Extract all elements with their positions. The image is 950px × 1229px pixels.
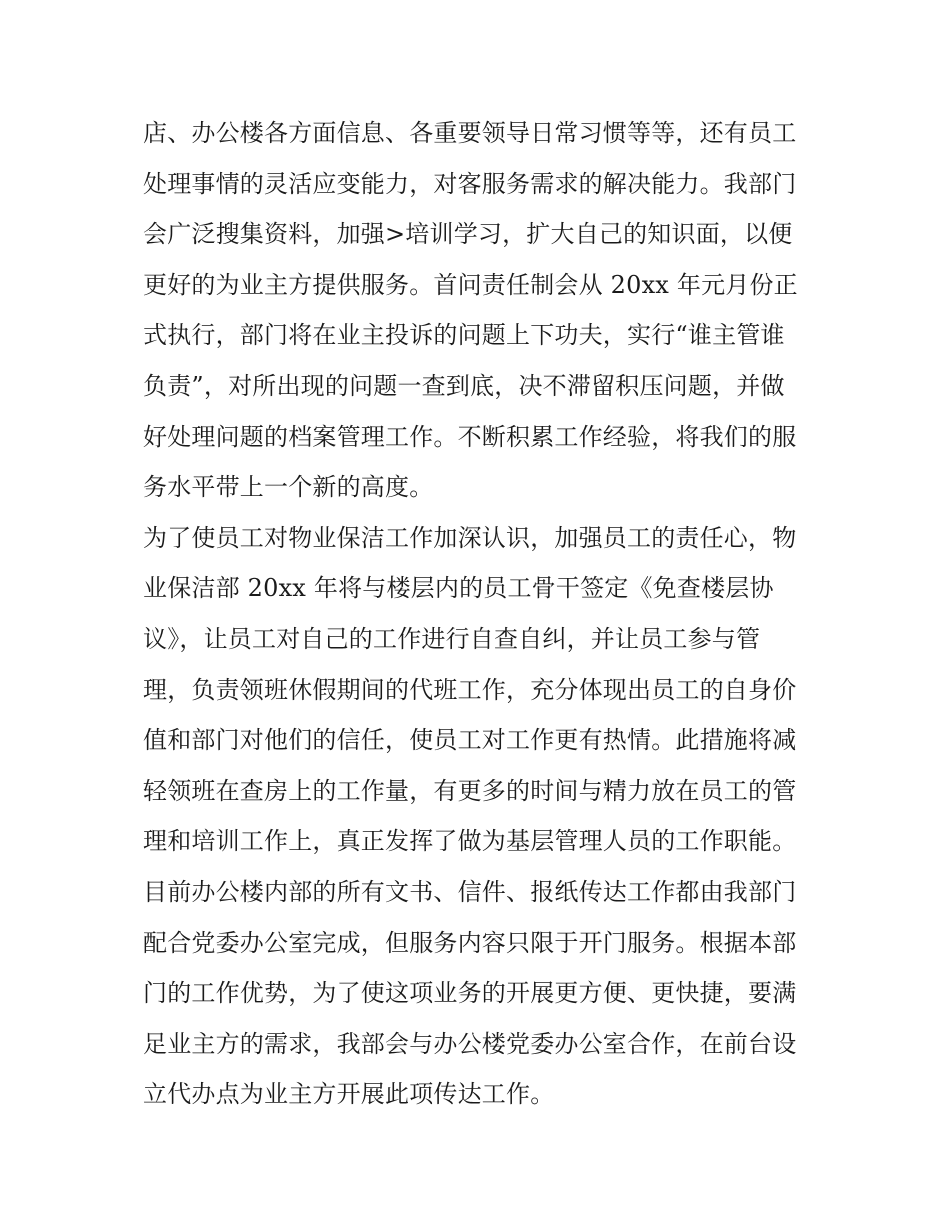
- text-line: 负责”，对所出现的问题一查到底，决不滞留积压问题，并做: [143, 371, 785, 400]
- text-line: 好处理问题的档案管理工作。不断积累工作经验，将我们的服: [143, 422, 797, 451]
- text-line: 处理事情的灵活应变能力，对客服务需求的解决能力。我部门: [143, 169, 797, 198]
- text-line: 理和培训工作上，真正发挥了做为基层管理人员的工作职能。: [143, 827, 797, 856]
- text-line: 理，负责领班休假期间的代班工作，充分体现出员工的自身价: [143, 675, 797, 704]
- text-line: 式执行，部门将在业主投诉的问题上下功夫，实行“谁主管谁: [143, 321, 785, 350]
- text-line: 店、办公楼各方面信息、各重要领导日常习惯等等，还有员工: [143, 119, 797, 147]
- text-line: 更好的为业主方提供服务。首问责任制会从 20xx 年元月份正: [143, 270, 798, 299]
- text-line: 门的工作优势，为了使这项业务的开展更方便、更快捷，要满: [143, 979, 797, 1008]
- text-line: 议》，让员工对自己的工作进行自查自纠，并让员工参与管: [143, 624, 761, 653]
- text-line: 立代办点为业主方开展此项传达工作。: [143, 1080, 555, 1109]
- text-line: 业保洁部 20xx 年将与楼层内的员工骨干签定《免查楼层协: [143, 574, 774, 603]
- document-body: [143, 108, 823, 1120]
- text-line: 务水平带上一个新的高度。: [143, 473, 434, 502]
- text-line: 会广泛搜集资料，加强>培训学习，扩大自己的知识面，以便: [143, 220, 793, 249]
- text-line: 目前办公楼内部的所有文书、信件、报纸传达工作都由我部门: [143, 877, 797, 906]
- text-line: 为了使员工对物业保洁工作加深认识，加强员工的责任心，物: [143, 523, 797, 552]
- text-line: 足业主方的需求，我部会与办公楼党委办公室合作，在前台设: [143, 1029, 797, 1058]
- text-line: 配合党委办公室完成，但服务内容只限于开门服务。根据本部: [143, 928, 797, 957]
- text-line: 轻领班在查房上的工作量，有更多的时间与精力放在员工的管: [143, 776, 797, 805]
- text-line: 值和部门对他们的信任，使员工对工作更有热情。此措施将减: [143, 726, 797, 755]
